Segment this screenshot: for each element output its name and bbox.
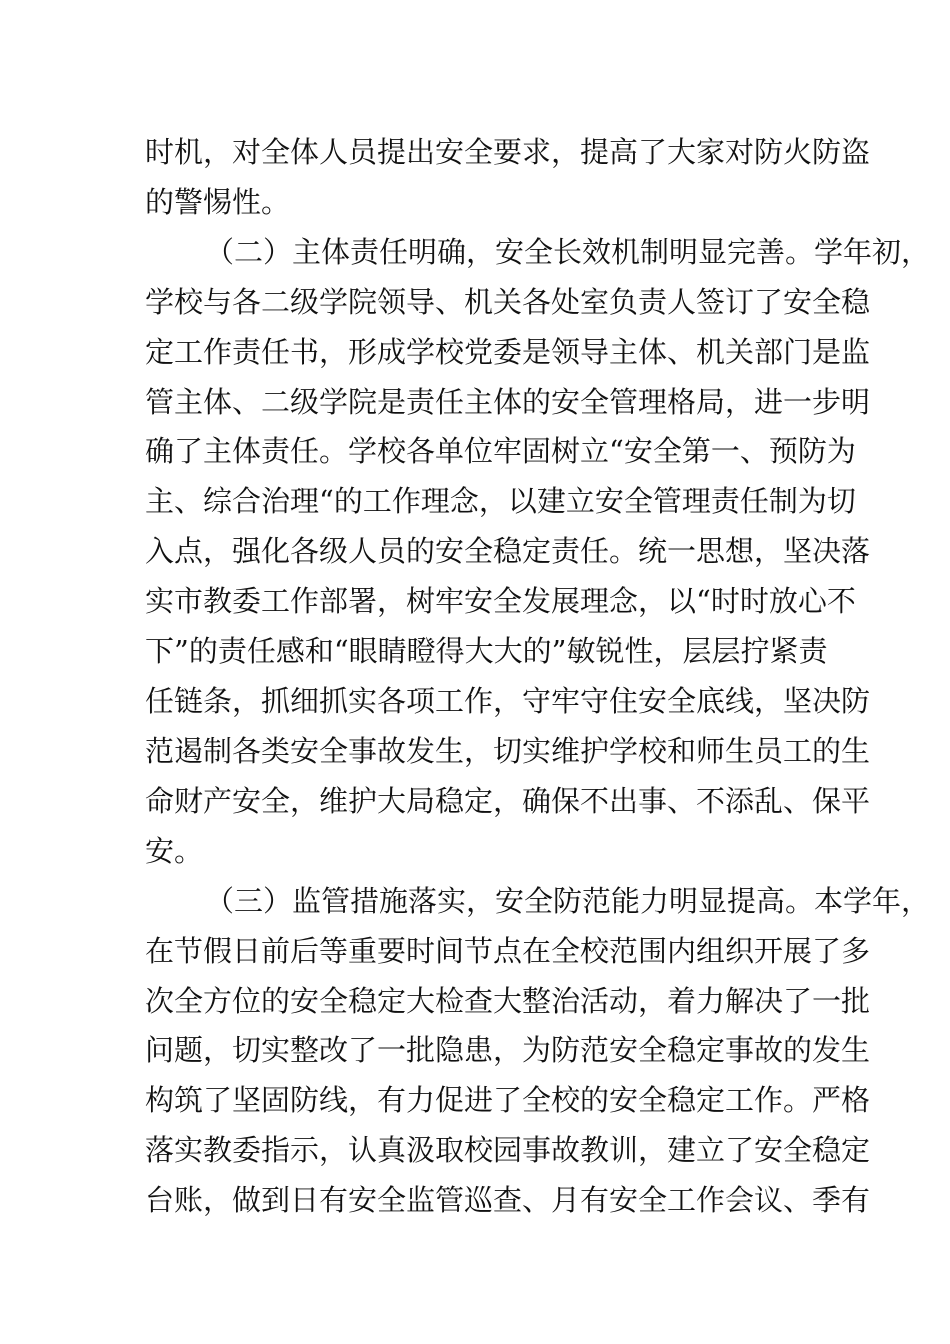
- text-line: 的警惕性。: [145, 185, 291, 219]
- text-line: 时机，对全体人员提出安全要求，提高了大家对防火防盗: [145, 135, 871, 169]
- text-line: 实市教委工作部署，树牢安全发展理念，以“时时放心不: [145, 584, 856, 618]
- text-line: 学校与各二级学院领导、机关各处室负责人签订了安全稳: [145, 285, 871, 319]
- text-line: 问题，切实整改了一批隐患，为防范安全稳定事故的发生: [145, 1033, 871, 1067]
- text-line: 次全方位的安全稳定大检查大整治活动，着力解决了一批: [145, 984, 871, 1018]
- text-line: 台账，做到日有安全监管巡查、月有安全工作会议、季有: [145, 1183, 871, 1217]
- text-line: 构筑了坚固防线，有力促进了全校的安全稳定工作。严格: [145, 1083, 871, 1117]
- text-line: 入点，强化各级人员的安全稳定责任。统一思想，坚决落: [145, 534, 871, 568]
- section-heading-line: （三）监管措施落实，安全防范能力明显提高。本学年，: [205, 884, 931, 918]
- text-line: 安。: [145, 834, 204, 868]
- text-line: 管主体、二级学院是责任主体的安全管理格局，进一步明: [145, 385, 871, 419]
- section-heading-line: （二）主体责任明确，安全长效机制明显完善。学年初，: [205, 235, 931, 269]
- text-line: 定工作责任书，形成学校党委是领导主体、机关部门是监: [145, 335, 871, 369]
- text-line: 命财产安全，维护大局稳定，确保不出事、不添乱、保平: [145, 784, 871, 818]
- text-line: 主、综合治理“的工作理念，以建立安全管理责任制为切: [145, 484, 856, 518]
- text-line: 任链条，抓细抓实各项工作，守牢守住安全底线，坚决防: [145, 684, 871, 718]
- text-line: 落实教委指示，认真汲取校园事故教训，建立了安全稳定: [145, 1133, 871, 1167]
- text-line: 确了主体责任。学校各单位牢固树立“安全第一、预防为: [145, 434, 856, 468]
- text-line: 范遏制各类安全事故发生，切实维护学校和师生员工的生: [145, 734, 871, 768]
- text-line: 下”的责任感和“眼睛瞪得大大的”敏锐性，层层拧紧责: [145, 634, 828, 668]
- text-line: 在节假日前后等重要时间节点在全校范围内组织开展了多: [145, 934, 871, 968]
